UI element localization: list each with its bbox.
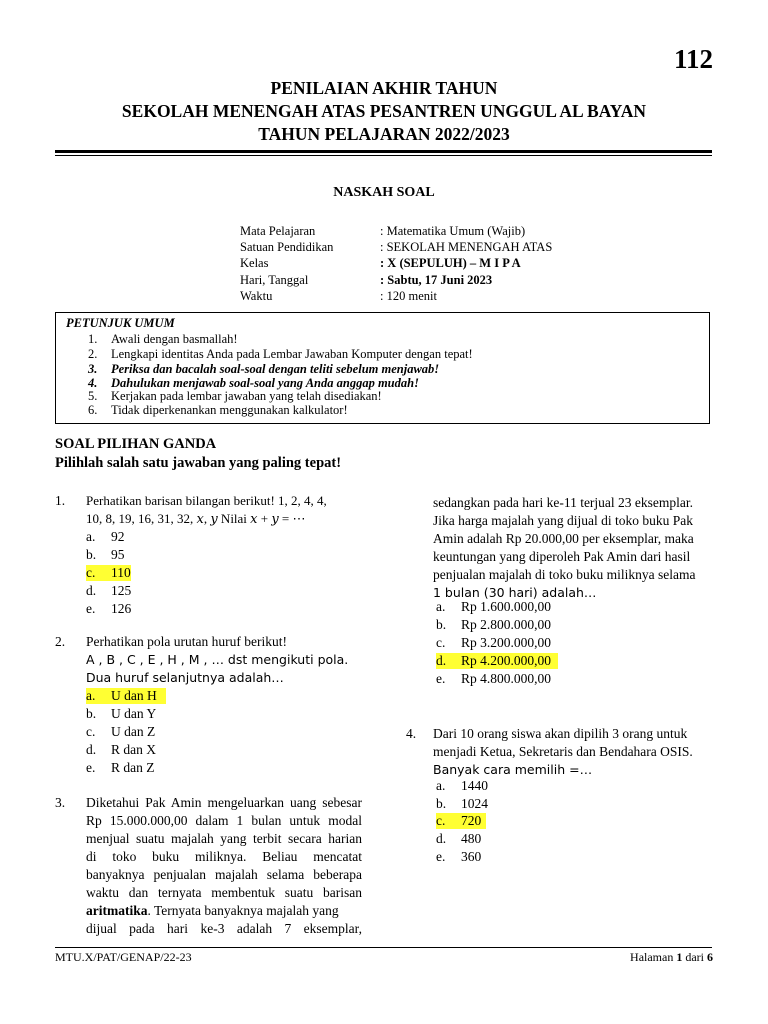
info-value: : Sabtu, 17 Juni 2023: [380, 273, 493, 287]
answer-option[interactable]: c. Rp 3.200.000,00: [436, 635, 552, 650]
question-text: 1 bulan (30 hari) adalah…: [433, 585, 597, 600]
answer-option[interactable]: e. R dan Z: [86, 760, 155, 775]
answer-option-selected[interactable]: c. 720: [436, 813, 486, 829]
footer-rule: [55, 947, 712, 948]
current-page: 1: [676, 950, 683, 964]
question-text: dijual pada hari ke-3 adalah 7 eksemplar,: [86, 921, 362, 936]
instruction-item: 3. Periksa dan bacalah soal-soal dengan teliti sebelum menjawab!: [88, 362, 440, 376]
question-text: Rp 15.000.000,00 dalam 1 bulan untuk modal: [86, 813, 362, 828]
instruction-item: 5. Kerjakan pada lembar jawaban yang telah disediakan!: [88, 389, 382, 403]
answer-option[interactable]: a. 1440: [436, 778, 488, 793]
header-rule-thick: [55, 150, 712, 153]
answer-option[interactable]: c. U dan Z: [86, 724, 156, 739]
answer-option-selected[interactable]: d. Rp 4.200.000,00: [436, 653, 558, 669]
instructions-title: PETUNJUK UMUM: [66, 316, 175, 330]
info-label: Hari, Tanggal: [240, 273, 309, 287]
info-value: : 120 menit: [380, 289, 437, 303]
answer-option[interactable]: b. U dan Y: [86, 706, 157, 721]
answer-option[interactable]: d. R dan X: [86, 742, 156, 757]
info-label: Kelas: [240, 256, 269, 270]
answer-option[interactable]: e. 126: [86, 601, 132, 616]
answer-option[interactable]: e. 360: [436, 849, 482, 864]
answer-option[interactable]: a. Rp 1.600.000,00: [436, 599, 552, 614]
answer-option[interactable]: d. 125: [86, 583, 132, 598]
question-number: 2.: [55, 634, 66, 649]
instruction-item: 1. Awali dengan basmallah!: [88, 332, 238, 346]
exam-title: PENILAIAN AKHIR TAHUN: [270, 78, 498, 98]
question-text: penjualan majalah di toko buku miliknya selama: [433, 567, 696, 582]
school-name: SEKOLAH MENENGAH ATAS PESANTREN UNGGUL AL BAYAN: [121, 101, 647, 121]
answer-option[interactable]: b. 1024: [436, 796, 488, 811]
question-text: sedangkan pada hari ke-11 terjual 23 eksemplar.: [433, 495, 694, 510]
question-text: di toko buku miliknya. Beliau mencatat: [86, 849, 362, 864]
info-value: : X (SEPULUH) – M I P A: [380, 256, 521, 270]
answer-option[interactable]: b. 95: [86, 547, 125, 562]
info-label: Waktu: [240, 289, 273, 303]
emphasis-text: aritmatika: [86, 903, 148, 918]
question-text: aritmatika. Ternyata banyaknya majalah yang: [86, 903, 339, 918]
question-text: menjadi Ketua, Sekretaris dan Bendahara OSIS.: [433, 744, 693, 759]
total-pages: 6: [707, 950, 713, 964]
instruction-item: 4. Dahulukan menjawab soal-soal yang Anda anggap mudah!: [88, 376, 419, 390]
question-text: Dari 10 orang siswa akan dipilih 3 orang untuk: [433, 726, 688, 741]
question-text: 10, 8, 19, 16, 31, 32, 𝑥, 𝑦 Nilai 𝑥 + 𝑦 = ⋯: [86, 511, 306, 526]
answer-option[interactable]: b. Rp 2.800.000,00: [436, 617, 552, 632]
question-text: Perhatikan pola urutan huruf berikut!: [86, 634, 287, 649]
answer-option-selected[interactable]: a. U dan H: [86, 688, 166, 704]
header-rule-thin: [55, 155, 712, 156]
instruction-item: 6. Tidak diperkenankan menggunakan kalkulator!: [88, 403, 348, 417]
question-number: 3.: [55, 795, 66, 810]
question-text: Amin adalah Rp 20.000,00 per eksemplar, maka: [433, 531, 694, 546]
question-text: banyaknya penjualan majalah selama beberapa: [86, 867, 362, 882]
question-text: Banyak cara memilih =…: [433, 762, 593, 777]
answer-option[interactable]: e. Rp 4.800.000,00: [436, 671, 552, 686]
instructions-box: [55, 312, 710, 424]
answer-option[interactable]: d. 480: [436, 831, 482, 846]
doc-title: NASKAH SOAL: [333, 185, 435, 200]
question-text: menjual suatu majalah yang terbit secara harian: [86, 831, 362, 846]
answer-option-selected[interactable]: c. 110: [86, 565, 131, 580]
question-number: 1.: [55, 493, 66, 508]
academic-year: TAHUN PELAJARAN 2022/2023: [258, 124, 510, 144]
info-value: : Matematika Umum (Wajib): [380, 224, 526, 238]
section-title: SOAL PILIHAN GANDA: [55, 436, 217, 452]
question-text: Perhatikan barisan bilangan berikut! 1, 2, 4, 4,: [86, 493, 327, 508]
question-text: keuntungan yang diperoleh Pak Amin dari hasil: [433, 549, 691, 564]
page-number: 112: [673, 44, 713, 74]
question-number: 4.: [406, 726, 417, 741]
info-label: Mata Pelajaran: [240, 224, 316, 238]
question-text: waktu dan ternyata membentuk suatu barisan: [86, 885, 362, 900]
info-label: Satuan Pendidikan: [240, 240, 334, 254]
instruction-item: 2. Lengkapi identitas Anda pada Lembar Jawaban Komputer dengan tepat!: [88, 347, 473, 361]
question-text: Dua huruf selanjutnya adalah…: [86, 670, 284, 685]
info-value: : SEKOLAH MENENGAH ATAS: [380, 240, 553, 254]
footer-code: MTU.X/PAT/GENAP/22-23: [55, 950, 192, 964]
answer-option[interactable]: a. 92: [86, 529, 125, 544]
question-text: Diketahui Pak Amin mengeluarkan uang sebesar: [86, 795, 362, 810]
question-text: Jika harga majalah yang dijual di toko buku Pak: [433, 513, 693, 528]
section-subtitle: Pilihlah salah satu jawaban yang paling tepat!: [55, 455, 342, 471]
footer-page-indicator: Halaman 1 dari 6: [630, 950, 713, 964]
question-text: A , B , C , E , H , M , … dst mengikuti pola.: [86, 652, 349, 667]
